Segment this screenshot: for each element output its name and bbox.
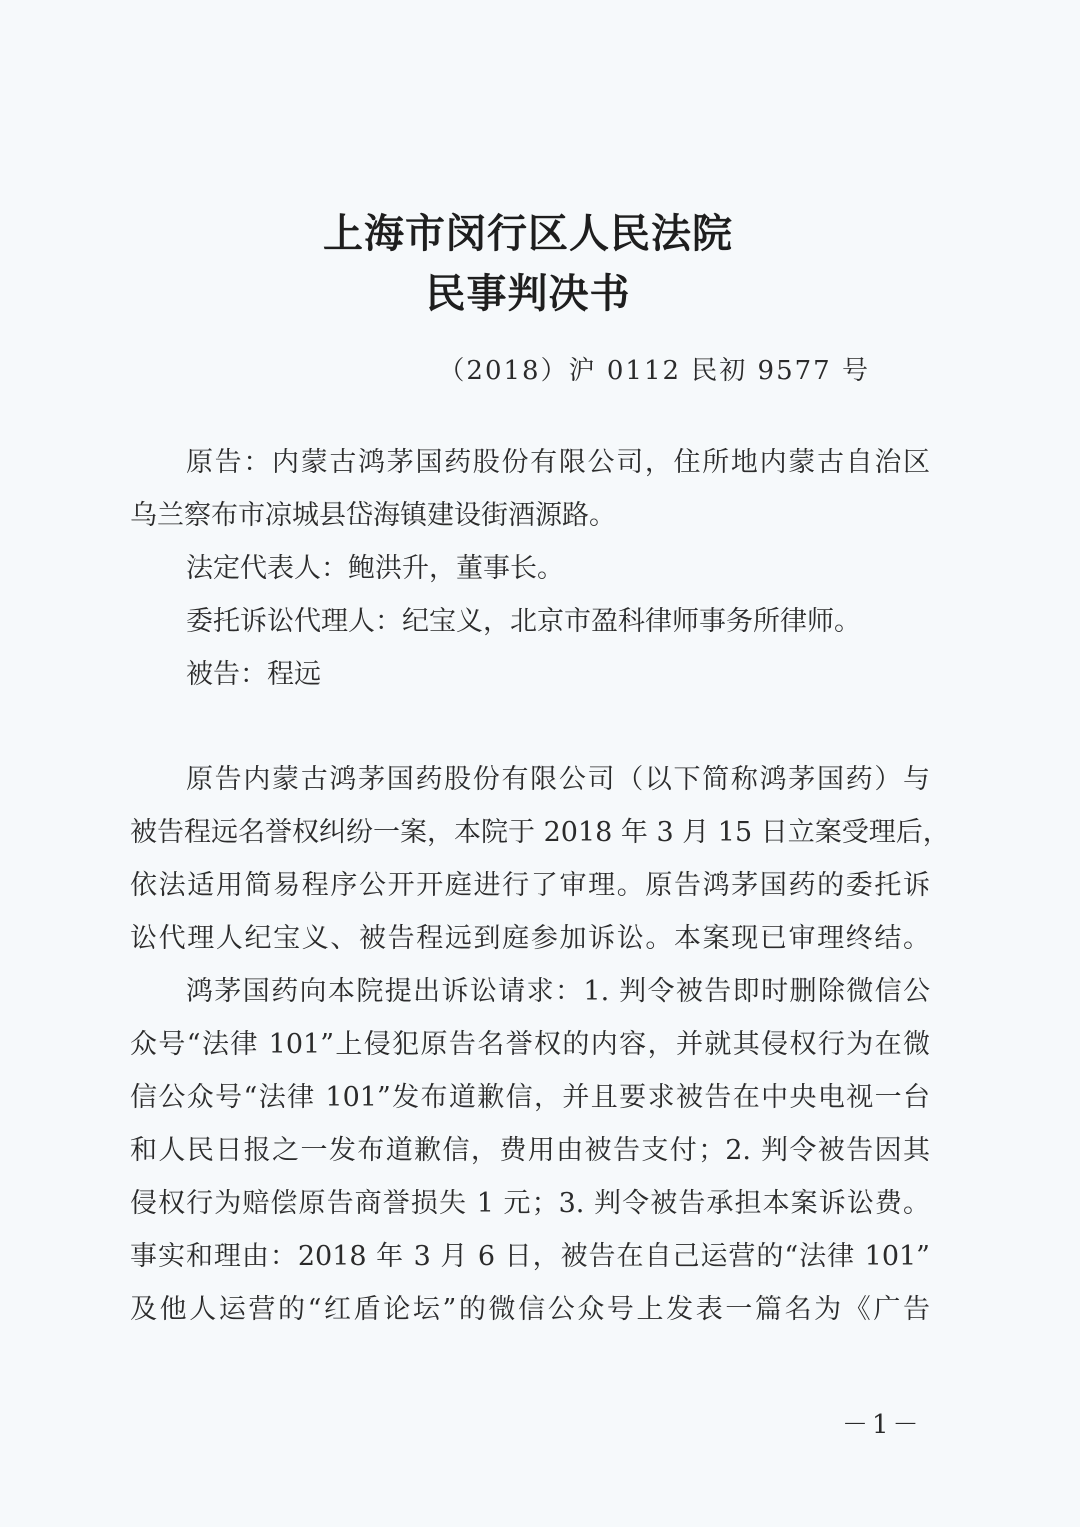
paragraph-line: 及他人运营的“红盾论坛”的微信公众号上发表一篇名为《广告: [130, 1294, 930, 1325]
agent-line: 委托诉讼代理人：纪宝义，北京市盈科律师事务所律师。: [186, 606, 861, 637]
paragraph-line: 和人民日报之一发布道歉信，费用由被告支付；2. 判令被告因其: [130, 1135, 930, 1166]
paragraph-line: 侵权行为赔偿原告商誉损失 1 元；3. 判令被告承担本案诉讼费。: [130, 1188, 930, 1219]
paragraph-line: 鸿茅国药向本院提出诉讼请求：1. 判令被告即时删除微信公: [186, 976, 930, 1007]
document-type-title: 民事判决书: [425, 270, 631, 317]
paragraph-line: 原告内蒙古鸿茅国药股份有限公司（以下简称鸿茅国药）与: [186, 764, 930, 795]
plaintiff-line: 原告：内蒙古鸿茅国药股份有限公司，住所地内蒙古自治区: [186, 447, 930, 478]
paragraph-line: 众号“法律 101”上侵犯原告名誉权的内容，并就其侵权行为在微: [130, 1029, 930, 1060]
paragraph-line: 讼代理人纪宝义、被告程远到庭参加诉讼。本案现已审理终结。: [130, 923, 930, 954]
legal-representative-line: 法定代表人：鲍洪升，董事长。: [186, 553, 564, 584]
paragraph-line: 依法适用简易程序公开开庭进行了审理。原告鸿茅国药的委托诉: [130, 870, 930, 901]
defendant-line: 被告：程远: [186, 659, 321, 690]
parties-section: [130, 436, 950, 1336]
case-number: （2018）沪 0112 民初 9577 号: [438, 356, 870, 386]
plaintiff-address-line: 乌兰察布市凉城县岱海镇建设街酒源路。: [130, 500, 616, 531]
court-name: 上海市闵行区人民法院: [323, 210, 733, 257]
page-number: －1－: [842, 1410, 923, 1440]
paragraph-line: 信公众号“法律 101”发布道歉信，并且要求被告在中央电视一台: [130, 1082, 930, 1113]
paragraph-line: 被告程远名誉权纠纷一案，本院于 2018 年 3 月 15 日立案受理后，: [130, 817, 950, 848]
paragraph-line: 事实和理由：2018 年 3 月 6 日，被告在自己运营的“法律 101”: [130, 1241, 930, 1272]
